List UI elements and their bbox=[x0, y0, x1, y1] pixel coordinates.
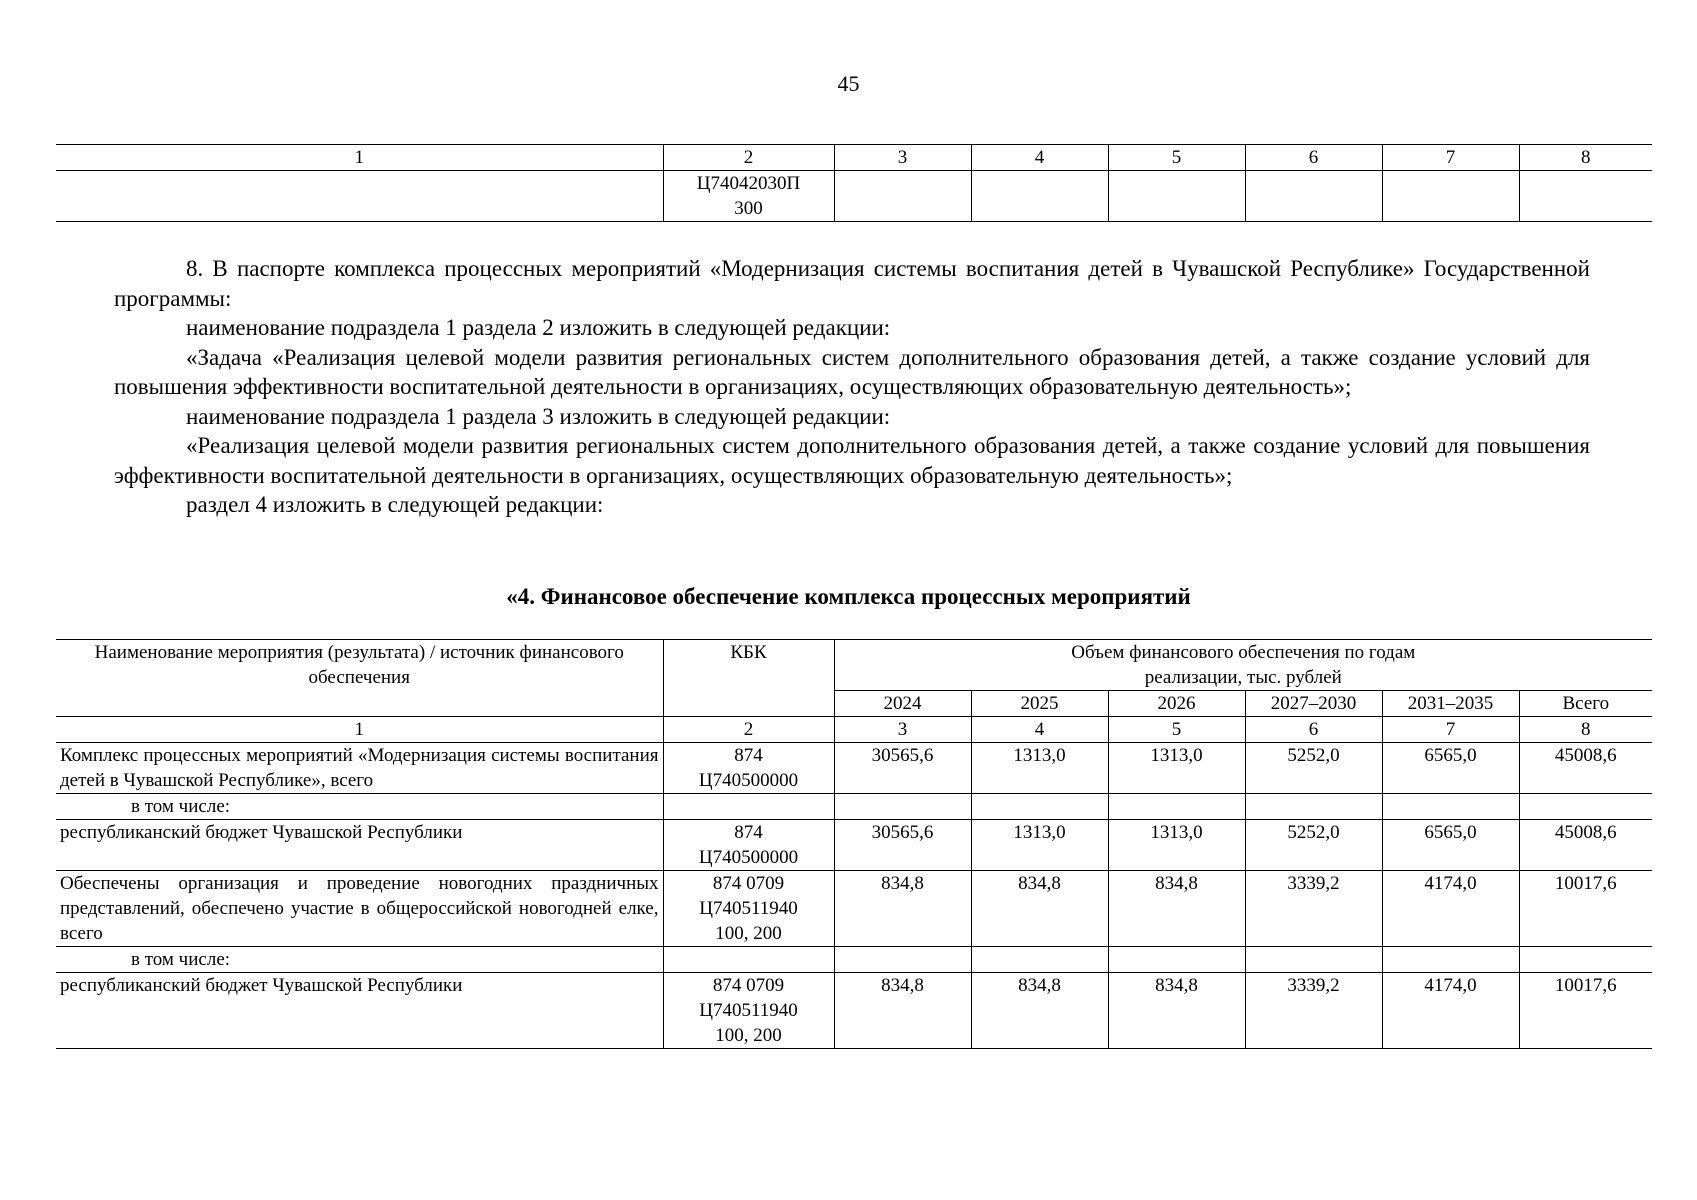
header-kbk-column: КБК bbox=[663, 640, 834, 717]
column-number: 2 bbox=[663, 145, 834, 171]
table-row bbox=[56, 947, 1652, 973]
value-cell: 4174,0 bbox=[1382, 973, 1519, 1049]
value-cell bbox=[971, 947, 1108, 973]
value-cell bbox=[1245, 947, 1382, 973]
value-cell: 834,8 bbox=[971, 871, 1108, 947]
column-number: 2 bbox=[663, 717, 834, 743]
kbk-line: Ц740500000 bbox=[698, 847, 799, 868]
value-cell: 834,8 bbox=[1108, 973, 1245, 1049]
value-cell bbox=[1108, 171, 1245, 222]
kbk-line: 874 bbox=[734, 822, 763, 843]
column-number: 7 bbox=[1382, 145, 1519, 171]
paragraph: «Реализация целевой модели развития региональных систем дополнительного образования детей, а также создание условий для повышения эффективности воспитательной деятельности в организациях, осуществляющих образовательную деятельность»; bbox=[114, 433, 1590, 488]
value-cell bbox=[971, 794, 1108, 820]
table-row bbox=[56, 820, 1652, 871]
table-header-row bbox=[56, 145, 1652, 171]
header-year: 2025 bbox=[971, 691, 1108, 717]
paragraph: наименование подраздела 1 раздела 3 изложить в следующей редакции: bbox=[186, 403, 891, 429]
kbk-line: 874 0709 bbox=[712, 873, 785, 894]
row-name: республиканский бюджет Чувашской Республики bbox=[56, 973, 663, 1049]
value-cell bbox=[1519, 947, 1652, 973]
row-name: в том числе: bbox=[56, 794, 663, 820]
value-cell: 6565,0 bbox=[1382, 743, 1519, 794]
value-cell bbox=[1382, 794, 1519, 820]
value-cell: 10017,6 bbox=[1519, 973, 1652, 1049]
value-cell: 4174,0 bbox=[1382, 871, 1519, 947]
value-cell bbox=[834, 171, 971, 222]
table-row bbox=[56, 973, 1652, 1049]
column-number: 4 bbox=[971, 717, 1108, 743]
value-cell: 10017,6 bbox=[1519, 871, 1652, 947]
kbk-cell bbox=[663, 871, 834, 947]
kbk-cell bbox=[663, 947, 834, 973]
name-cell bbox=[56, 171, 663, 222]
row-name: Комплекс процессных мероприятий «Модернизация системы воспитания детей в Чувашской Республике», всего bbox=[56, 743, 663, 794]
value-cell: 834,8 bbox=[971, 973, 1108, 1049]
value-cell bbox=[1382, 171, 1519, 222]
column-number: 1 bbox=[56, 145, 663, 171]
header-year: 2031–2035 bbox=[1382, 691, 1519, 717]
header-year-total: Всего bbox=[1519, 691, 1652, 717]
kbk-line: 100, 200 bbox=[715, 1025, 782, 1046]
value-cell bbox=[1519, 171, 1652, 222]
column-number: 7 bbox=[1382, 717, 1519, 743]
value-cell: 1313,0 bbox=[971, 820, 1108, 871]
kbk-cell bbox=[663, 171, 834, 222]
kbk-line: Ц74042030П bbox=[696, 173, 801, 194]
section-title: «4. Финансовое обеспечение комплекса процессных мероприятий bbox=[506, 584, 1191, 609]
value-cell bbox=[1245, 171, 1382, 222]
column-number: 5 bbox=[1108, 145, 1245, 171]
value-cell: 45008,6 bbox=[1519, 743, 1652, 794]
column-numbers-row bbox=[56, 717, 1652, 743]
page-number: 45 bbox=[837, 71, 860, 96]
paragraph: наименование подраздела 1 раздела 2 изложить в следующей редакции: bbox=[186, 315, 891, 340]
column-number: 6 bbox=[1245, 145, 1382, 171]
column-number: 3 bbox=[834, 717, 971, 743]
continuation-table bbox=[56, 144, 1652, 222]
value-cell bbox=[1108, 947, 1245, 973]
column-number: 4 bbox=[971, 145, 1108, 171]
value-cell: 45008,6 bbox=[1519, 820, 1652, 871]
table-row bbox=[56, 871, 1652, 947]
column-number: 1 bbox=[56, 717, 663, 743]
paragraph: раздел 4 изложить в следующей редакции: bbox=[186, 492, 604, 517]
kbk-cell bbox=[663, 820, 834, 871]
value-cell: 3339,2 bbox=[1245, 871, 1382, 947]
value-cell bbox=[834, 947, 971, 973]
paragraph: «Задача «Реализация целевой модели развития региональных систем дополнительного образования детей, а также создание условий для повышения эффективности воспитательной деятельности в организациях, осуществляющих образовательную деятельность»; bbox=[114, 344, 1590, 399]
row-name: республиканский бюджет Чувашской Республики bbox=[56, 820, 663, 871]
value-cell bbox=[1382, 947, 1519, 973]
paragraph: 8. В паспорте комплекса процессных мероприятий «Модернизация системы воспитания детей в Чувашской Республике» Государственной программы: bbox=[114, 256, 1590, 311]
kbk-cell bbox=[663, 973, 834, 1049]
header-volume-line: реализации, тыс. рублей bbox=[1144, 667, 1342, 688]
value-cell: 834,8 bbox=[834, 871, 971, 947]
column-number: 6 bbox=[1245, 717, 1382, 743]
value-cell: 30565,6 bbox=[834, 743, 971, 794]
value-cell: 834,8 bbox=[1108, 871, 1245, 947]
value-cell: 1313,0 bbox=[1108, 820, 1245, 871]
column-number: 5 bbox=[1108, 717, 1245, 743]
table-row bbox=[56, 794, 1652, 820]
value-cell: 6565,0 bbox=[1382, 820, 1519, 871]
header-name-column: Наименование мероприятия (результата) / источник финансового обеспечения bbox=[56, 640, 663, 717]
column-number: 3 bbox=[834, 145, 971, 171]
header-volume-column bbox=[834, 640, 1652, 691]
kbk-line: 100, 200 bbox=[715, 923, 782, 944]
body-text bbox=[114, 254, 1590, 520]
value-cell bbox=[1108, 794, 1245, 820]
header-year: 2026 bbox=[1108, 691, 1245, 717]
row-name: Обеспечены организация и проведение новогодних праздничных представлений, обеспечено участие в общероссийской новогодней елке, всего bbox=[56, 871, 663, 947]
column-number: 8 bbox=[1519, 717, 1652, 743]
kbk-line: Ц740511940 bbox=[699, 1000, 798, 1021]
value-cell: 1313,0 bbox=[971, 743, 1108, 794]
kbk-line: 300 bbox=[734, 198, 763, 219]
table-row bbox=[56, 171, 1652, 222]
column-number: 8 bbox=[1519, 145, 1652, 171]
value-cell: 30565,6 bbox=[834, 820, 971, 871]
kbk-line: 874 0709 bbox=[712, 975, 785, 996]
value-cell bbox=[1245, 794, 1382, 820]
finance-table bbox=[56, 639, 1652, 1049]
kbk-line: 874 bbox=[734, 745, 763, 766]
value-cell bbox=[971, 171, 1108, 222]
value-cell: 834,8 bbox=[834, 973, 971, 1049]
value-cell: 1313,0 bbox=[1108, 743, 1245, 794]
value-cell bbox=[834, 794, 971, 820]
value-cell bbox=[1519, 794, 1652, 820]
kbk-line: Ц740500000 bbox=[698, 770, 799, 791]
header-year: 2024 bbox=[834, 691, 971, 717]
header-volume-line: Объем финансового обеспечения по годам bbox=[1071, 642, 1416, 663]
kbk-line: Ц740511940 bbox=[699, 898, 798, 919]
value-cell: 3339,2 bbox=[1245, 973, 1382, 1049]
row-name: в том числе: bbox=[56, 947, 663, 973]
kbk-cell bbox=[663, 794, 834, 820]
table-row bbox=[56, 743, 1652, 794]
table-header-row bbox=[56, 640, 1652, 691]
value-cell: 5252,0 bbox=[1245, 743, 1382, 794]
kbk-cell bbox=[663, 743, 834, 794]
value-cell: 5252,0 bbox=[1245, 820, 1382, 871]
header-year: 2027–2030 bbox=[1245, 691, 1382, 717]
